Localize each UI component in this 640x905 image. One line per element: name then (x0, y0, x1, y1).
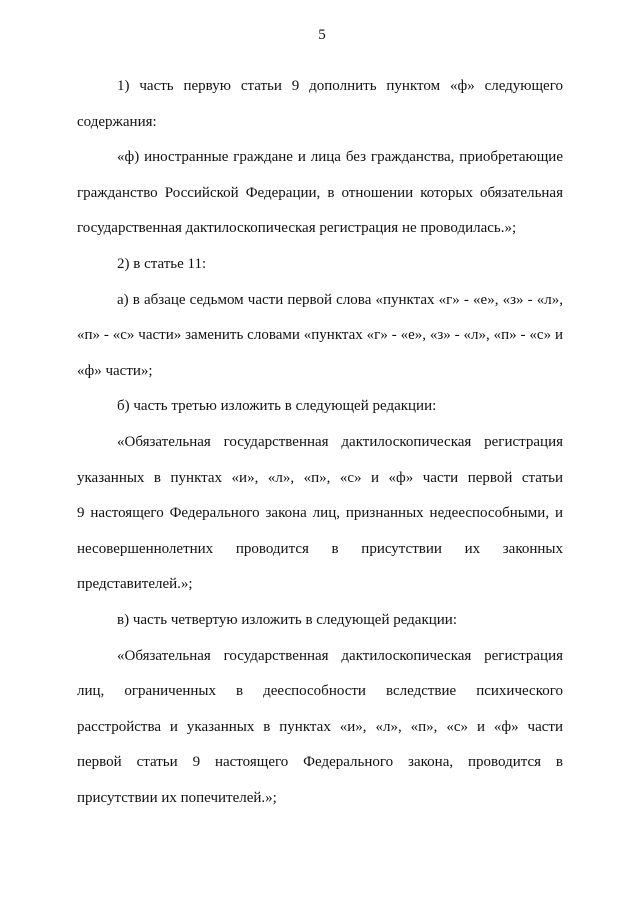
paragraph-line (77, 781, 563, 817)
line-text: государственная дактилоскопическая регистрация не проводилась.»; (77, 220, 517, 237)
document-body (77, 69, 563, 816)
paragraph-line (77, 354, 563, 390)
paragraph-line (77, 745, 563, 781)
line-text: первой статьи 9 настоящего Федерального закона, проводится в (77, 754, 563, 771)
paragraph (77, 425, 563, 603)
paragraph-line (77, 425, 563, 461)
paragraph (77, 283, 563, 390)
paragraph-line (77, 496, 563, 532)
line-text: присутствии их попечителей.»; (77, 789, 277, 806)
line-text: содержания: (77, 113, 157, 130)
paragraph (77, 639, 563, 817)
paragraph-line (77, 140, 563, 176)
line-text: «п» - «с» части» заменить словами «пунктах «г» - «е», «з» - «л», «п» - «с» и (77, 327, 563, 344)
line-text: «ф) иностранные граждане и лица без гражданства, приобретающие (117, 149, 563, 166)
line-text: а) в абзаце седьмом части первой слова «пунктах «г» - «е», «з» - «л», (117, 291, 563, 308)
paragraph-line (77, 532, 563, 568)
paragraph-line (77, 247, 563, 283)
paragraph (77, 247, 563, 283)
line-text: «Обязательная государственная дактилоскопическая регистрация (117, 433, 563, 450)
line-text: несовершеннолетних проводится в присутствии их законных (77, 540, 563, 557)
paragraph-line (77, 603, 563, 639)
line-text: представителей.»; (77, 576, 193, 593)
paragraph (77, 389, 563, 425)
line-text: 1) часть первую статьи 9 дополнить пунктом «ф» следующего (117, 78, 563, 94)
paragraph-line (77, 461, 563, 497)
line-text: в) часть четвертую изложить в следующей редакции: (117, 611, 458, 628)
paragraph-line (77, 710, 563, 746)
line-text: лиц, ограниченных в дееспособности вследствие психического (77, 683, 563, 700)
line-text: расстройства и указанных в пунктах «и», «л», «п», «с» и «ф» части (77, 718, 563, 735)
line-text: 2) в статье 11: (117, 255, 207, 272)
paragraph-line (77, 105, 563, 141)
paragraph-line (77, 674, 563, 710)
line-text: «Обязательная государственная дактилоскопическая регистрация (117, 647, 563, 664)
paragraph-line (77, 639, 563, 675)
paragraph (77, 69, 563, 140)
paragraph-line (77, 389, 563, 425)
paragraph-line (77, 69, 563, 105)
paragraph (77, 140, 563, 247)
line-text: указанных в пунктах «и», «л», «п», «с» и «ф» части первой статьи (77, 469, 563, 486)
paragraph-line (77, 567, 563, 603)
paragraph (77, 603, 563, 639)
line-text: б) часть третью изложить в следующей редакции: (117, 398, 437, 415)
paragraph-line (77, 176, 563, 212)
line-text: 9 настоящего Федерального закона лиц, признанных недееспособными, и (77, 505, 563, 522)
line-text: «ф» части»; (77, 362, 153, 379)
paragraph-line (77, 283, 563, 319)
line-text: гражданство Российской Федерации, в отношении которых обязательная (77, 184, 563, 201)
paragraph-line (77, 318, 563, 354)
paragraph-line (77, 211, 563, 247)
page-number: 5 (318, 27, 326, 43)
